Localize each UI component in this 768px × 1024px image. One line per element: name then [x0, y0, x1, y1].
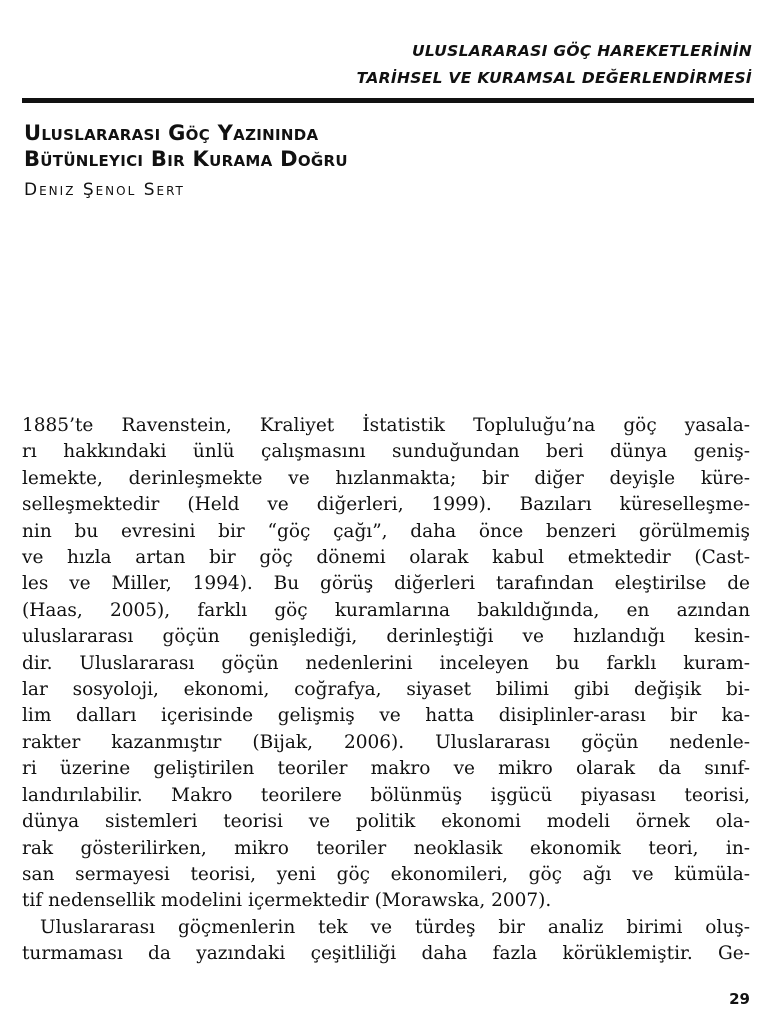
body-line: lim dalları içerisinde gelişmiş ve hatta disiplinler-arası bir ka-	[22, 705, 750, 727]
body-text	[22, 413, 750, 968]
chapter-title-line-2: Bütünleyici Bir Kurama Doğru	[24, 147, 348, 171]
body-line: rı hakkındaki ünlü çalışmasını sunduğundan beri dünya geniş-	[22, 441, 750, 463]
body-line: dünya sistemleri teorisi ve politik ekonomi modeli örnek ola-	[22, 811, 750, 833]
body-line: ri üzerine geliştirilen teoriler makro ve mikro olarak da sınıf-	[22, 758, 750, 780]
body-line: nin bu evresini bir “göç çağı”, daha önce benzeri görülmemiş	[22, 520, 750, 542]
body-line: turmaması da yazındaki çeşitliliği daha fazla körüklemiştir. Ge-	[22, 943, 750, 965]
body-line: san sermayesi teorisi, yeni göç ekonomileri, göç ağı ve kümüla-	[22, 863, 750, 885]
running-head	[52, 38, 752, 92]
body-line: (Haas, 2005), farklı göç kuramlarına bakıldığında, en azından	[22, 599, 750, 621]
body-line: 1885’te Ravenstein, Kraliyet İstatistik Topluluğu’na göç yasala-	[22, 415, 750, 436]
header-rule	[22, 98, 754, 103]
body-line: uluslararası göçün genişlediği, derinleştiği ve hızlandığı kesin-	[22, 626, 750, 648]
running-head-line-1: ULUSLARARASI GÖÇ HAREKETLERİNİN	[412, 42, 752, 60]
body-line: dir. Uluslararası göçün nedenlerini inceleyen bu farklı kuram-	[22, 652, 750, 674]
running-head-line-2: TARİHSEL VE KURAMSAL DEĞERLENDİRMESİ	[356, 69, 752, 87]
body-line: rakter kazanmıştır (Bijak, 2006). Uluslararası göçün nedenle-	[22, 731, 750, 753]
body-line: les ve Miller, 1994). Bu görüş diğerleri tarafından eleştirilse de	[22, 573, 750, 595]
body-line: lemekte, derinleşmekte ve hızlanmakta; bir diğer deyişle küre-	[22, 467, 750, 489]
page-number: 29	[729, 990, 750, 1008]
body-line: lar sosyoloji, ekonomi, coğrafya, siyaset bilimi gibi değişik bi-	[22, 679, 750, 701]
body-line: selleşmektedir (Held ve diğerleri, 1999). Bazıları küreselleşme-	[22, 494, 750, 516]
body-line: tif nedensellik modelini içermektedir (Morawska, 2007).	[22, 890, 552, 912]
author-name: Deniz Şenol Sert	[24, 180, 185, 200]
body-line: rak gösterilirken, mikro teoriler neoklasik ekonomik teori, in-	[22, 837, 750, 859]
body-line: landırılabilir. Makro teorilere bölünmüş işgücü piyasası teorisi,	[22, 784, 750, 806]
chapter-title	[24, 120, 744, 172]
chapter-title-line-1: Uluslararası Göç Yazınında	[24, 121, 319, 145]
body-line: Uluslararası göçmenlerin tek ve türdeş bir analiz birimi oluş-	[40, 916, 750, 938]
body-line: ve hızla artan bir göç dönemi olarak kabul etmektedir (Cast-	[22, 547, 750, 569]
